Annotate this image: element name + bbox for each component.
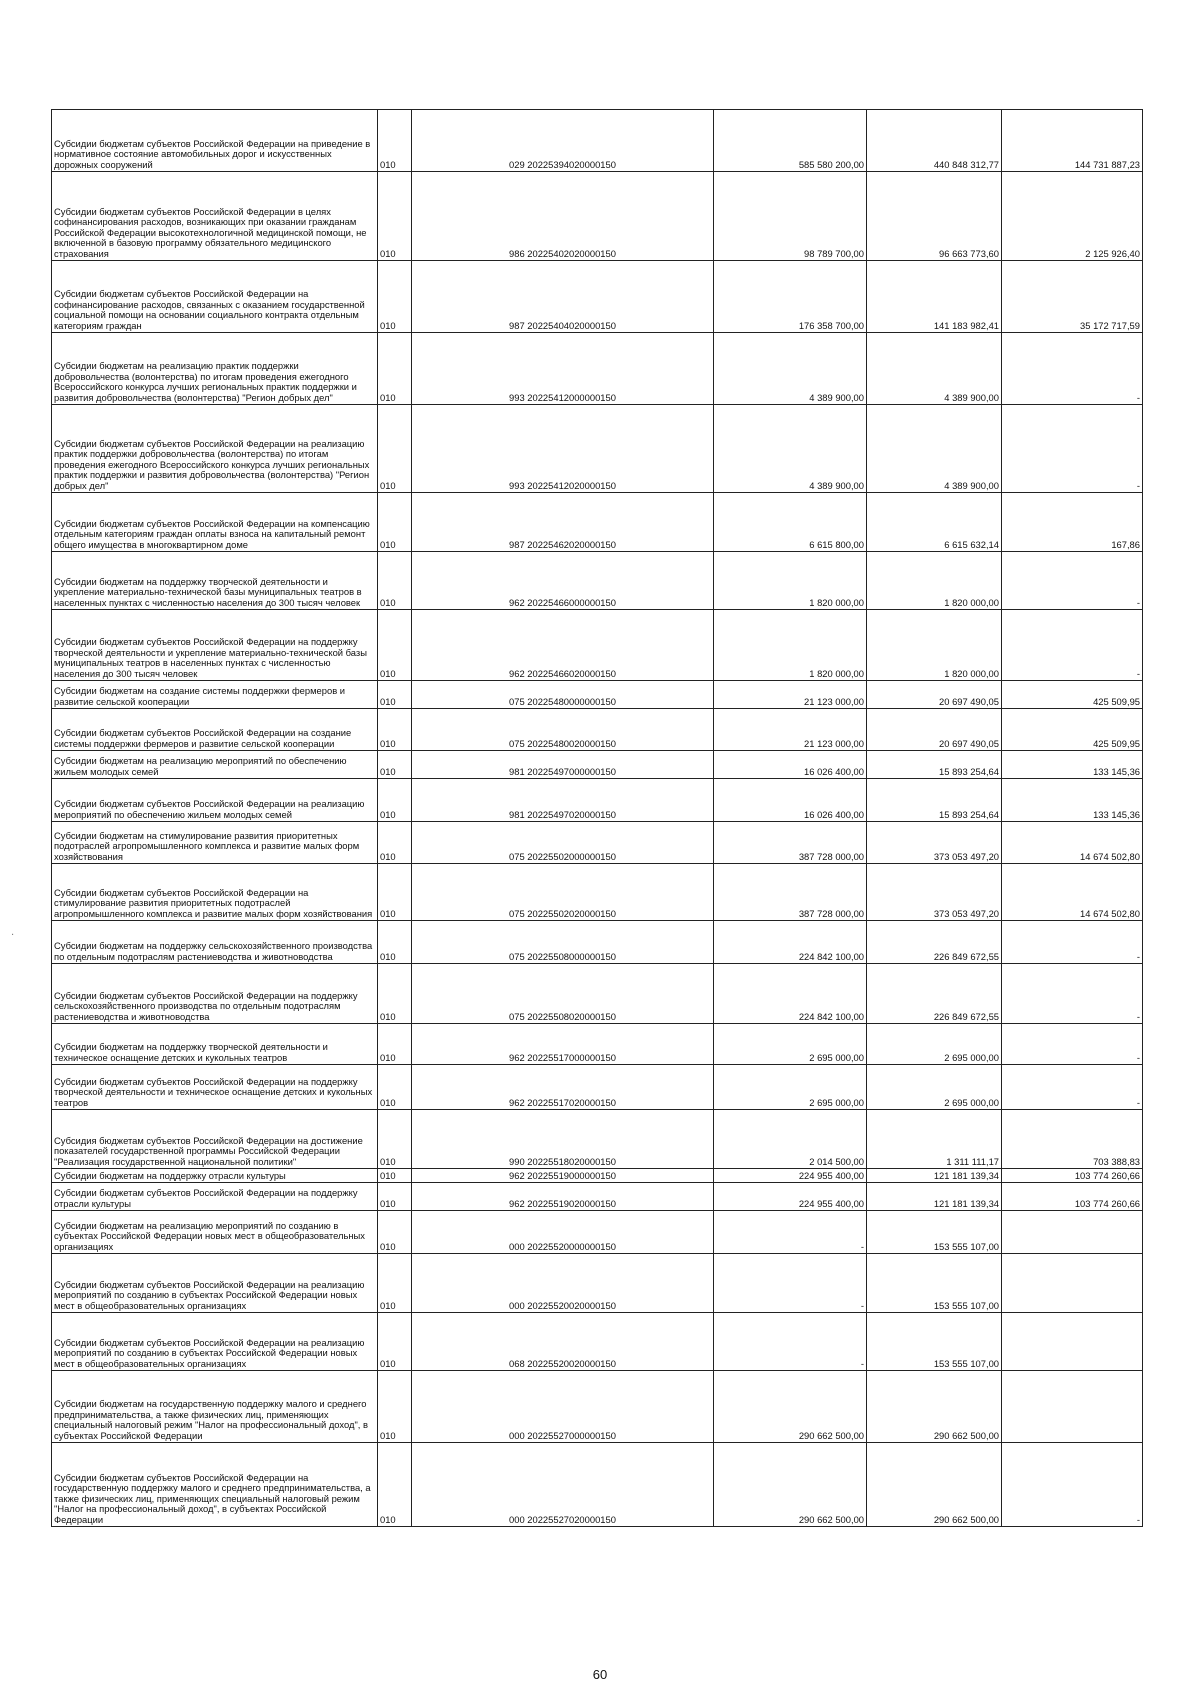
row-approved: 21 123 000,00	[714, 709, 867, 751]
row-approved: 4 389 900,00	[714, 405, 867, 493]
row-budget-code: 075 20225480000000150	[412, 681, 714, 709]
row-budget-code: 981 20225497020000150	[412, 779, 714, 822]
row-executed: 15 893 254,64	[867, 751, 1002, 779]
row-executed: 20 697 490,05	[867, 681, 1002, 709]
row-budget-code: 068 20225520020000150	[412, 1313, 714, 1371]
row-code: 010	[378, 864, 412, 921]
page-number: 60	[592, 1667, 608, 1682]
table-row	[52, 779, 1143, 822]
row-code: 010	[378, 1024, 412, 1065]
row-unexecuted: 133 145,36	[1002, 779, 1143, 822]
row-name: Субсидии бюджетам на стимулирование развития приоритетных подотраслей агропромышленного комплекса и развитие малых форм хозяйствования	[52, 822, 378, 864]
table-row	[52, 172, 1143, 261]
row-code: 010	[378, 552, 412, 610]
row-approved: 4 389 900,00	[714, 333, 867, 405]
row-name: Субсидии бюджетам на государственную поддержку малого и среднего предпринимательства, а также физических лиц, применяющих специальный налоговый режим "Налог на профессиональный доход", в субъектах Российской Федерации	[52, 1371, 378, 1443]
row-executed: 1 820 000,00	[867, 610, 1002, 681]
row-unexecuted: -	[1002, 964, 1143, 1024]
row-name: Субсидии бюджетам на реализацию мероприятий по обеспечению жильем молодых семей	[52, 751, 378, 779]
row-executed: 15 893 254,64	[867, 779, 1002, 822]
row-executed: 2 695 000,00	[867, 1065, 1002, 1110]
row-code: 010	[378, 405, 412, 493]
row-code: 010	[378, 1371, 412, 1443]
row-executed: 1 820 000,00	[867, 552, 1002, 610]
row-budget-code: 075 20225502020000150	[412, 864, 714, 921]
row-name: Субсидии бюджетам субъектов Российской Федерации на реализацию мероприятий по созданию в субъектах Российской Федерации новых мест в общеобразовательных организациях	[52, 1313, 378, 1371]
row-code: 010	[378, 779, 412, 822]
row-name: Субсидии бюджетам на реализацию практик поддержки добровольчества (волонтерства) по итогам проведения ежегодного Всероссийского конкурса лучших региональных практик поддержки и развития добровольчества (волонтерства) "Регион добрых дел"	[52, 333, 378, 405]
row-code: 010	[378, 493, 412, 552]
row-name: Субсидии бюджетам субъектов Российской Федерации на поддержку сельскохозяйственного производства по отдельным подотраслям растениеводства и животноводства	[52, 964, 378, 1024]
row-unexecuted: 425 509,95	[1002, 681, 1143, 709]
row-unexecuted	[1002, 1211, 1143, 1254]
row-approved: 176 358 700,00	[714, 261, 867, 333]
row-name: Субсидии бюджетам субъектов Российской Федерации на поддержку отрасли культуры	[52, 1183, 378, 1211]
row-code: 010	[378, 1443, 412, 1527]
row-approved: 6 615 800,00	[714, 493, 867, 552]
row-budget-code: 981 20225497000000150	[412, 751, 714, 779]
row-name: Субсидии бюджетам субъектов Российской Федерации на государственную поддержку малого и среднего предпринимательства, а также физических лиц, применяющих специальный налоговый режим "Налог на профессиональный доход", в субъектах Российской Федерации	[52, 1443, 378, 1527]
row-approved: 16 026 400,00	[714, 751, 867, 779]
table-row	[52, 610, 1143, 681]
table-row	[52, 964, 1143, 1024]
row-approved: -	[714, 1313, 867, 1371]
row-budget-code: 993 20225412020000150	[412, 405, 714, 493]
row-budget-code: 986 20225402020000150	[412, 172, 714, 261]
table-row	[52, 681, 1143, 709]
row-name: Субсидии бюджетам на поддержку творческой деятельности и техническое оснащение детских и кукольных театров	[52, 1024, 378, 1065]
row-approved: 21 123 000,00	[714, 681, 867, 709]
row-code: 010	[378, 110, 412, 172]
row-code: 010	[378, 1065, 412, 1110]
row-code: 010	[378, 709, 412, 751]
row-executed: 153 555 107,00	[867, 1254, 1002, 1313]
row-unexecuted: 425 509,95	[1002, 709, 1143, 751]
row-budget-code: 962 20225517020000150	[412, 1065, 714, 1110]
row-unexecuted: -	[1002, 921, 1143, 964]
table-body	[52, 110, 1143, 1527]
row-budget-code: 987 20225462020000150	[412, 493, 714, 552]
row-approved: 387 728 000,00	[714, 822, 867, 864]
row-executed: 20 697 490,05	[867, 709, 1002, 751]
row-unexecuted: 103 774 260,66	[1002, 1169, 1143, 1183]
table-row	[52, 1211, 1143, 1254]
row-name: Субсидии бюджетам субъектов Российской Федерации в целях софинансирования расходов, возникающих при оказании гражданам Российской Федерации высокотехнологичной медицинской помощи, не включенной в базовую программу обязательного медицинского страхования	[52, 172, 378, 261]
row-budget-code: 000 20225520000000150	[412, 1211, 714, 1254]
row-code: 010	[378, 1254, 412, 1313]
row-approved: 2 695 000,00	[714, 1065, 867, 1110]
row-code: 010	[378, 1211, 412, 1254]
row-executed: 96 663 773,60	[867, 172, 1002, 261]
row-code: 010	[378, 822, 412, 864]
row-unexecuted: 35 172 717,59	[1002, 261, 1143, 333]
row-name: Субсидии бюджетам субъектов Российской Федерации на стимулирование развития приоритетных подотраслей агропромышленного комплекса и развитие малых форм хозяйствования	[52, 864, 378, 921]
row-approved: 16 026 400,00	[714, 779, 867, 822]
table-row	[52, 1443, 1143, 1527]
row-unexecuted: -	[1002, 333, 1143, 405]
table-row	[52, 921, 1143, 964]
row-approved: 1 820 000,00	[714, 552, 867, 610]
row-budget-code: 075 20225502000000150	[412, 822, 714, 864]
row-approved: 1 820 000,00	[714, 610, 867, 681]
row-budget-code: 075 20225480020000150	[412, 709, 714, 751]
row-code: 010	[378, 172, 412, 261]
row-code: 010	[378, 261, 412, 333]
row-budget-code: 000 20225527020000150	[412, 1443, 714, 1527]
row-approved: 290 662 500,00	[714, 1443, 867, 1527]
row-name: Субсидии бюджетам на реализацию мероприятий по созданию в субъектах Российской Федерации новых мест в общеобразовательных организациях	[52, 1211, 378, 1254]
row-name: Субсидия бюджетам субъектов Российской Федерации на достижение показателей государственной программы Российской Федерации "Реализация государственной национальной политики"	[52, 1110, 378, 1169]
row-budget-code: 075 20225508000000150	[412, 921, 714, 964]
table-row	[52, 552, 1143, 610]
row-code: 010	[378, 1183, 412, 1211]
row-budget-code: 993 20225412000000150	[412, 333, 714, 405]
table-row	[52, 1065, 1143, 1110]
row-approved: 2 014 500,00	[714, 1110, 867, 1169]
row-executed: 4 389 900,00	[867, 405, 1002, 493]
row-unexecuted	[1002, 1254, 1143, 1313]
row-executed: 6 615 632,14	[867, 493, 1002, 552]
table-row	[52, 333, 1143, 405]
row-executed: 226 849 672,55	[867, 964, 1002, 1024]
row-approved: -	[714, 1211, 867, 1254]
row-name: Субсидии бюджетам субъектов Российской Федерации на софинансирование расходов, связанных с оказанием государственной социальной помощи на основании социального контракта отдельным категориям граждан	[52, 261, 378, 333]
row-approved: 290 662 500,00	[714, 1371, 867, 1443]
row-executed: 2 695 000,00	[867, 1024, 1002, 1065]
row-approved: 98 789 700,00	[714, 172, 867, 261]
row-unexecuted: 14 674 502,80	[1002, 822, 1143, 864]
table-row	[52, 751, 1143, 779]
row-budget-code: 990 20225518020000150	[412, 1110, 714, 1169]
row-budget-code: 000 20225527000000150	[412, 1371, 714, 1443]
row-code: 010	[378, 964, 412, 1024]
row-name: Субсидии бюджетам на поддержку сельскохозяйственного производства по отдельным подотраслям растениеводства и животноводства	[52, 921, 378, 964]
row-code: 010	[378, 751, 412, 779]
row-executed: 141 183 982,41	[867, 261, 1002, 333]
row-approved: 224 842 100,00	[714, 964, 867, 1024]
table-row	[52, 1371, 1143, 1443]
table-row	[52, 1110, 1143, 1169]
row-approved: 224 955 400,00	[714, 1183, 867, 1211]
row-code: 010	[378, 610, 412, 681]
row-budget-code: 962 20225466000000150	[412, 552, 714, 610]
row-unexecuted	[1002, 1313, 1143, 1371]
row-unexecuted: -	[1002, 1024, 1143, 1065]
row-executed: 153 555 107,00	[867, 1313, 1002, 1371]
row-unexecuted: -	[1002, 610, 1143, 681]
row-code: 010	[378, 1110, 412, 1169]
row-code: 010	[378, 1169, 412, 1183]
row-code: 010	[378, 333, 412, 405]
row-budget-code: 000 20225520020000150	[412, 1254, 714, 1313]
table-row	[52, 261, 1143, 333]
row-name: Субсидии бюджетам на поддержку отрасли культуры	[52, 1169, 378, 1183]
row-name: Субсидии бюджетам субъектов Российской Федерации на приведение в нормативное состояние автомобильных дорог и искусственных дорожных сооружений	[52, 110, 378, 172]
row-name: Субсидии бюджетам на создание системы поддержки фермеров и развитие сельской кооперации	[52, 681, 378, 709]
table-row	[52, 1169, 1143, 1183]
table-row	[52, 493, 1143, 552]
row-executed: 440 848 312,77	[867, 110, 1002, 172]
row-executed: 373 053 497,20	[867, 864, 1002, 921]
row-executed: 121 181 139,34	[867, 1183, 1002, 1211]
table-row	[52, 709, 1143, 751]
row-approved: -	[714, 1254, 867, 1313]
row-unexecuted: -	[1002, 1443, 1143, 1527]
row-budget-code: 075 20225508020000150	[412, 964, 714, 1024]
row-unexecuted: 133 145,36	[1002, 751, 1143, 779]
row-name: Субсидии бюджетам на поддержку творческой деятельности и укрепление материально-технической базы муниципальных театров в населенных пунктах с численностью населения до 300 тысяч человек	[52, 552, 378, 610]
row-executed: 290 662 500,00	[867, 1443, 1002, 1527]
row-name: Субсидии бюджетам субъектов Российской Федерации на компенсацию отдельным категориям граждан оплаты взноса на капитальный ремонт общего имущества в многоквартирном доме	[52, 493, 378, 552]
table-row	[52, 405, 1143, 493]
row-code: 010	[378, 1313, 412, 1371]
table-row	[52, 1183, 1143, 1211]
row-executed: 153 555 107,00	[867, 1211, 1002, 1254]
row-budget-code: 962 20225466020000150	[412, 610, 714, 681]
table-row	[52, 1024, 1143, 1065]
row-approved: 585 580 200,00	[714, 110, 867, 172]
table-row	[52, 110, 1143, 172]
row-unexecuted: -	[1002, 1065, 1143, 1110]
row-name: Субсидии бюджетам субъектов Российской Федерации на поддержку творческой деятельности и укрепление материально-технической базы муниципальных театров в населенных пунктах с численностью населения до 300 тысяч человек	[52, 610, 378, 681]
row-approved: 387 728 000,00	[714, 864, 867, 921]
row-budget-code: 962 20225517000000150	[412, 1024, 714, 1065]
row-executed: 1 311 111,17	[867, 1110, 1002, 1169]
table-row	[52, 1313, 1143, 1371]
row-name: Субсидии бюджетам субъектов Российской Федерации на реализацию практик поддержки добровольчества (волонтерства) по итогам проведения ежегодного Всероссийского конкурса лучших региональных практик поддержки и развития добровольчества (волонтерства) "Регион добрых дел"	[52, 405, 378, 493]
row-unexecuted: -	[1002, 405, 1143, 493]
row-approved: 224 842 100,00	[714, 921, 867, 964]
table-row	[52, 864, 1143, 921]
row-approved: 2 695 000,00	[714, 1024, 867, 1065]
row-unexecuted: 703 388,83	[1002, 1110, 1143, 1169]
row-name: Субсидии бюджетам субъектов Российской Федерации на создание системы поддержки фермеров и развитие сельской кооперации	[52, 709, 378, 751]
scan-speck: ·	[11, 930, 15, 941]
row-executed: 121 181 139,34	[867, 1169, 1002, 1183]
budget-execution-table	[51, 109, 1143, 1527]
row-name: Субсидии бюджетам субъектов Российской Федерации на реализацию мероприятий по созданию в субъектах Российской Федерации новых мест в общеобразовательных организациях	[52, 1254, 378, 1313]
row-executed: 4 389 900,00	[867, 333, 1002, 405]
row-unexecuted: 167,86	[1002, 493, 1143, 552]
row-unexecuted: -	[1002, 552, 1143, 610]
row-name: Субсидии бюджетам субъектов Российской Федерации на реализацию мероприятий по обеспечению жильем молодых семей	[52, 779, 378, 822]
row-executed: 373 053 497,20	[867, 822, 1002, 864]
row-budget-code: 962 20225519000000150	[412, 1169, 714, 1183]
row-code: 010	[378, 921, 412, 964]
row-unexecuted	[1002, 1371, 1143, 1443]
row-budget-code: 962 20225519020000150	[412, 1183, 714, 1211]
table-row	[52, 1254, 1143, 1313]
row-name: Субсидии бюджетам субъектов Российской Федерации на поддержку творческой деятельности и техническое оснащение детских и кукольных театров	[52, 1065, 378, 1110]
row-code: 010	[378, 681, 412, 709]
row-unexecuted: 103 774 260,66	[1002, 1183, 1143, 1211]
row-executed: 290 662 500,00	[867, 1371, 1002, 1443]
row-unexecuted: 144 731 887,23	[1002, 110, 1143, 172]
row-approved: 224 955 400,00	[714, 1169, 867, 1183]
row-budget-code: 987 20225404020000150	[412, 261, 714, 333]
table-row	[52, 822, 1143, 864]
row-unexecuted: 2 125 926,40	[1002, 172, 1143, 261]
row-budget-code: 029 20225394020000150	[412, 110, 714, 172]
row-unexecuted: 14 674 502,80	[1002, 864, 1143, 921]
row-executed: 226 849 672,55	[867, 921, 1002, 964]
